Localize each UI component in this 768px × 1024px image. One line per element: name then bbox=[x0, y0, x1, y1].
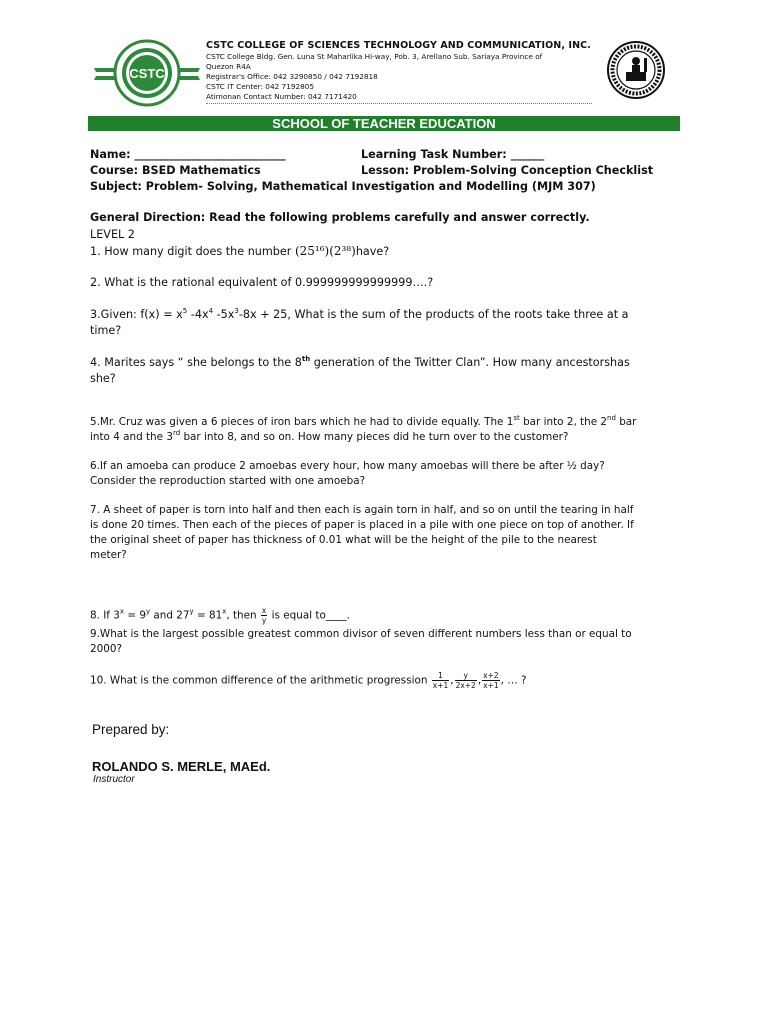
address-line-1: CSTC College Bldg. Gen. Luna St Maharlika Hi-way, Pob. 3, Arellano Sub. Sariaya Province of bbox=[206, 52, 543, 61]
question-6-line-2: Consider the reproduction started with one amoeba? bbox=[90, 475, 366, 487]
fraction-2 bbox=[455, 671, 477, 690]
question-1-suffix: have? bbox=[355, 245, 390, 258]
question-3-part: -8x + 25, What is the sum of the products of the roots take three at a bbox=[238, 308, 629, 321]
question-5-part: bar into 8, and so on. How many pieces did he turn over to the customer? bbox=[180, 431, 569, 443]
exponent: 3 bbox=[234, 307, 239, 315]
question-3 bbox=[90, 307, 629, 323]
question-3-part: -5x bbox=[213, 308, 235, 321]
question-8 bbox=[90, 606, 350, 625]
fraction-denominator: x+1 bbox=[483, 681, 499, 690]
signatory-title: Instructor bbox=[93, 774, 135, 785]
exponent: x bbox=[119, 607, 125, 616]
question-3-line-2: time? bbox=[90, 324, 122, 337]
cstc-logo-text: CSTC bbox=[129, 66, 165, 81]
fraction-denominator: y bbox=[261, 616, 267, 625]
subject: Subject: Problem- Solving, Mathematical Investigation and Modelling (MJM 307) bbox=[90, 180, 596, 193]
question-8-part: , then bbox=[226, 609, 260, 622]
question-7-line-2: is done 20 times. Then each of the pieces of paper is placed in a pile with one piece on top of another. If bbox=[90, 519, 634, 531]
question-8-part: and 27 bbox=[150, 609, 190, 622]
question-7: 7. A sheet of paper is torn into half and then each is again torn in half, and so on until the tearing in half bbox=[90, 504, 634, 516]
name-field-label: Name: ___________________________ bbox=[90, 148, 286, 161]
address-line-2: Quezon R4A bbox=[206, 62, 251, 71]
question-4-part: 4. Marites says “ she belongs to the 8 bbox=[90, 356, 302, 369]
header-divider bbox=[206, 103, 592, 104]
question-4 bbox=[90, 355, 630, 371]
course: Course: BSED Mathematics bbox=[90, 164, 261, 177]
question-1-expression: (25¹⁶)(2³⁸) bbox=[294, 244, 356, 258]
question-9-line-2: 2000? bbox=[90, 643, 122, 655]
fraction-numerator: x bbox=[261, 606, 267, 615]
ordinal-suffix: rd bbox=[172, 429, 181, 437]
learning-task-number: Learning Task Number: ______ bbox=[361, 148, 545, 161]
level-label: LEVEL 2 bbox=[90, 228, 135, 241]
prepared-by-label: Prepared by: bbox=[92, 722, 170, 737]
question-6: 6.If an amoeba can produce 2 amoebas every hour, how many amoebas will there be after ½ day? bbox=[90, 460, 605, 472]
teacher-education-seal bbox=[604, 40, 668, 100]
fraction-denominator: 2x+2 bbox=[455, 681, 476, 690]
question-5-part: bar bbox=[615, 416, 637, 428]
registrar-contact: Registrar's Office: 042 3290850 / 042 7192818 bbox=[206, 72, 378, 81]
question-1-text: 1. How many digit does the number bbox=[90, 245, 295, 258]
question-10-part: 10. What is the common difference of the arithmetic progression bbox=[90, 674, 431, 687]
question-1 bbox=[90, 243, 389, 260]
general-direction: General Direction: Read the following problems carefully and answer correctly. bbox=[90, 211, 590, 224]
question-5-part: into 4 and the 3 bbox=[90, 431, 173, 443]
cstc-logo bbox=[92, 38, 202, 108]
lesson: Lesson: Problem-Solving Conception Checklist bbox=[361, 164, 654, 177]
fraction-numerator: x+2 bbox=[483, 671, 499, 680]
question-8-part: = 81 bbox=[193, 609, 223, 622]
question-3-part: 3.Given: f(x) = x bbox=[90, 308, 183, 321]
college-name: CSTC COLLEGE OF SCIENCES TECHNOLOGY AND COMMUNICATION, INC. bbox=[206, 40, 591, 51]
question-7-line-4: meter? bbox=[90, 549, 127, 561]
question-10-part: , … ? bbox=[500, 674, 527, 687]
school-banner: SCHOOL OF TEACHER EDUCATION bbox=[88, 116, 680, 131]
signatory-name: ROLANDO S. MERLE, MAEd. bbox=[92, 759, 271, 774]
fraction-denominator: x+1 bbox=[432, 681, 449, 690]
question-3-part: -4x bbox=[187, 308, 209, 321]
fraction-1 bbox=[432, 671, 450, 690]
exponent: x bbox=[222, 607, 227, 616]
question-9: 9.What is the largest possible greatest common divisor of seven different numbers less than or equal to bbox=[90, 628, 632, 640]
question-8-part: = 9 bbox=[124, 609, 146, 622]
question-2: 2. What is the rational equivalent of 0.999999999999999….? bbox=[90, 276, 434, 289]
ordinal-suffix: st bbox=[513, 414, 520, 422]
question-4-part: generation of the Twitter Clan”. How many ancestorshas bbox=[310, 356, 630, 369]
question-10: 10. What is the common difference of the arithmetic progression $\frac{1}{x+1}$ , $\frac{y}{2x+2}$ , $\frac{x+2}{x+1}$ , … ? bbox=[90, 671, 527, 690]
fraction-3 bbox=[482, 671, 500, 690]
question-8-part: is equal to____. bbox=[268, 609, 350, 622]
question-5-part: 5.Mr. Cruz was given a 6 pieces of iron bars which he had to divide equally. The 1 bbox=[90, 416, 514, 428]
ordinal-suffix: nd bbox=[607, 414, 616, 422]
fraction-x-over-y bbox=[261, 606, 267, 625]
fraction-numerator: 1 bbox=[432, 671, 450, 681]
question-5-line-2 bbox=[90, 430, 568, 446]
question-4-line-2: she? bbox=[90, 372, 116, 385]
it-center-contact: CSTC IT Center: 042 7192805 bbox=[206, 82, 315, 91]
exponent: y bbox=[145, 607, 151, 616]
question-5-part: bar into 2, the 2 bbox=[519, 416, 608, 428]
question-8-part: 8. If 3 bbox=[90, 609, 120, 622]
fraction-numerator: y bbox=[455, 671, 477, 681]
ordinal-suffix: th bbox=[301, 355, 311, 363]
question-7-line-3: the original sheet of paper has thickness of 0.01 what will be the height of the pile to the nearest bbox=[90, 534, 597, 546]
atimonan-contact: Atimonan Contact Number: 042 7171420 bbox=[206, 92, 357, 101]
exponent: 4 bbox=[208, 307, 214, 315]
exponent: 5 bbox=[182, 307, 188, 315]
exponent: y bbox=[189, 607, 194, 616]
